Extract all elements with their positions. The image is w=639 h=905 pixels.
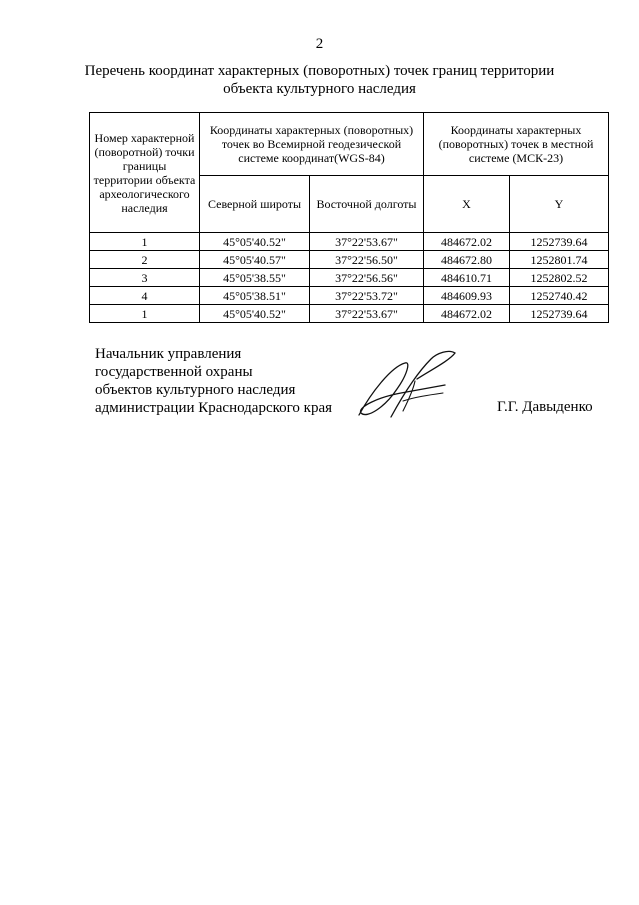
latitude-cell: 45°05'40.57" <box>200 251 310 269</box>
header-point-number: Номер характерной (поворотной) точки границы территории объекта археологического наследия <box>90 113 200 233</box>
table-row <box>90 251 609 269</box>
title-line-1: Перечень координат характерных (поворотных) точек границ территории <box>84 63 555 79</box>
longitude-cell: 37°22'53.67" <box>310 233 424 251</box>
handwritten-signature-icon <box>345 345 465 425</box>
point-number-cell: 1 <box>90 233 200 251</box>
longitude-cell: 37°22'56.50" <box>310 251 424 269</box>
header-east-longitude: Восточной долготы <box>310 176 424 233</box>
page-number: 2 <box>315 36 324 52</box>
header-y: Y <box>510 176 609 233</box>
signer-name: Г.Г. Давыденко <box>497 399 593 415</box>
position-line: объектов культурного наследия <box>95 382 296 398</box>
longitude-cell: 37°22'56.56" <box>310 269 424 287</box>
point-number-cell: 2 <box>90 251 200 269</box>
position-line: Начальник управления <box>95 346 242 362</box>
y-cell: 1252801.74 <box>510 251 609 269</box>
latitude-cell: 45°05'38.51" <box>200 287 310 305</box>
position-line: администрации Краснодарского края <box>95 400 333 416</box>
point-number-cell: 1 <box>90 305 200 323</box>
header-wgs84-group: Координаты характерных (поворотных) точек во Всемирной геодезической системе координат(WGS-84) <box>200 113 424 176</box>
x-cell: 484672.02 <box>424 305 510 323</box>
y-cell: 1252740.42 <box>510 287 609 305</box>
longitude-cell: 37°22'53.72" <box>310 287 424 305</box>
table-row <box>90 233 609 251</box>
y-cell: 1252739.64 <box>510 233 609 251</box>
header-x: X <box>424 176 510 233</box>
header-north-latitude: Северной широты <box>200 176 310 233</box>
table-header-row <box>90 113 609 176</box>
latitude-cell: 45°05'40.52" <box>200 305 310 323</box>
x-cell: 484672.80 <box>424 251 510 269</box>
signer-position <box>95 345 332 417</box>
position-line: государственной охраны <box>95 364 253 380</box>
coordinates-table <box>89 112 609 323</box>
point-number-cell: 4 <box>90 287 200 305</box>
table-row <box>90 305 609 323</box>
x-cell: 484610.71 <box>424 269 510 287</box>
header-msk23-group: Координаты характерных (поворотных) точек в местной системе (МСК-23) <box>424 113 609 176</box>
y-cell: 1252802.52 <box>510 269 609 287</box>
x-cell: 484609.93 <box>424 287 510 305</box>
latitude-cell: 45°05'40.52" <box>200 233 310 251</box>
y-cell: 1252739.64 <box>510 305 609 323</box>
table-row <box>90 269 609 287</box>
title-line-2: объекта культурного наследия <box>223 81 416 97</box>
latitude-cell: 45°05'38.55" <box>200 269 310 287</box>
table-row <box>90 287 609 305</box>
longitude-cell: 37°22'53.67" <box>310 305 424 323</box>
document-title <box>40 62 599 98</box>
x-cell: 484672.02 <box>424 233 510 251</box>
point-number-cell: 3 <box>90 269 200 287</box>
